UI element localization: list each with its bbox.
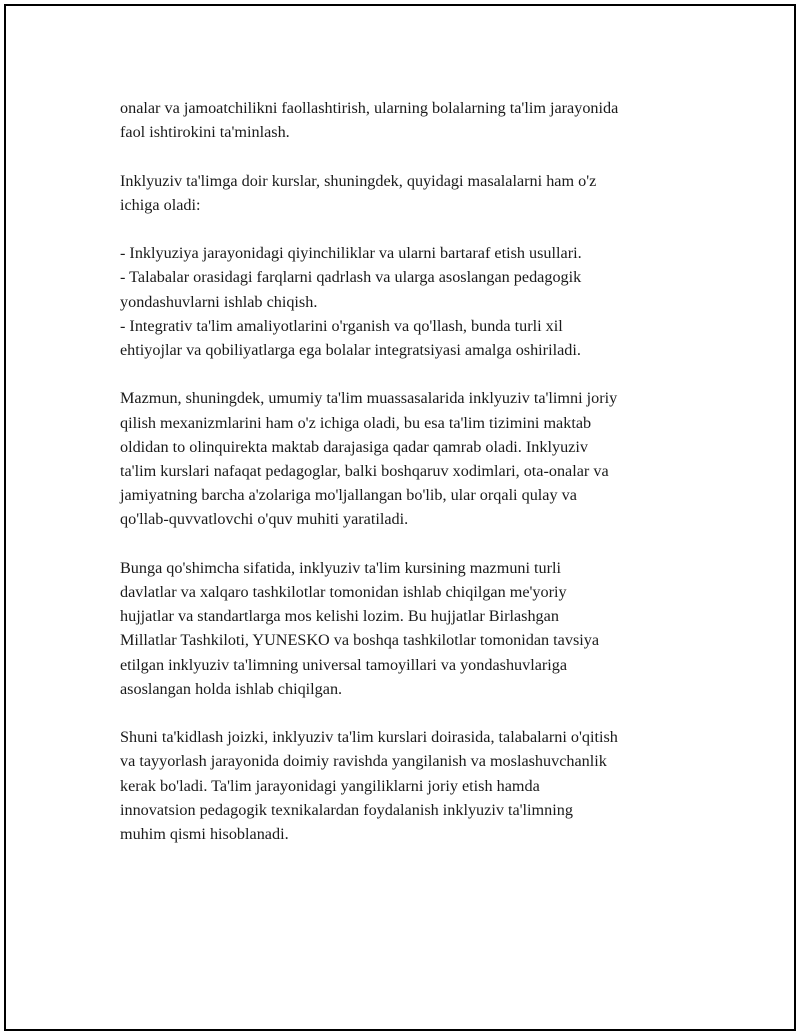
text-line: ta'lim kurslari nafaqat pedagoglar, balki boshqaruv xodimlari, ota-onalar va	[120, 462, 609, 480]
page-frame	[4, 4, 796, 1031]
text-line: qo'llab-quvvatlovchi o'quv muhiti yaratiladi.	[120, 510, 409, 529]
text-line: jamiyatning barcha a'zolariga mo'ljallangan bo'lib, ular orqali qulay va	[120, 486, 577, 505]
list-item: - Integrativ ta'lim amaliyotlarini o'rganish va qo'llash, bunda turli xil	[120, 316, 563, 335]
text-line: ichiga oladi:	[120, 195, 201, 214]
text-line: etilgan inklyuziv ta'limning universal tamoyillari va yondashuvlariga	[120, 655, 568, 674]
text-line: va tayyorlash jarayonida doimiy ravishda yangilanish va moslashuvchanlik	[120, 752, 607, 771]
text-line: Shuni ta'kidlash joizki, inklyuziv ta'lim kurslari doirasida, talabalarni o'qitish	[120, 728, 618, 747]
text-line: asoslangan holda ishlab chiqilgan.	[120, 679, 343, 698]
paragraph	[120, 556, 700, 701]
text-line: faol ishtirokini ta'minlash.	[120, 123, 290, 142]
text-line: davlatlar va xalqaro tashkilotlar tomonidan ishlab chiqilgan me'yoriy	[120, 583, 567, 601]
paragraph	[120, 96, 700, 144]
paragraph	[120, 169, 700, 217]
text-line: hujjatlar va standartlarga mos kelishi lozim. Bu hujjatlar Birlashgan	[120, 607, 559, 626]
text-line: Inklyuziv ta'limga doir kurslar, shuningdek, quyidagi masalalarni ham o'z	[120, 171, 597, 190]
list-item: - Inklyuziya jarayonidagi qiyinchiliklar va ularni bartaraf etish usullari.	[120, 244, 582, 263]
list-item: - Talabalar orasidagi farqlarni qadrlash va ularga asoslangan pedagogik	[120, 268, 582, 287]
text-line: Millatlar Tashkiloti, YUNESKO va boshqa tashkilotlar tomonidan tavsiya	[120, 631, 600, 650]
text-line: kerak bo'ladi. Ta'lim jarayonidagi yangiliklarni joriy etish hamda	[120, 776, 540, 795]
paragraph	[120, 725, 700, 846]
text-line: ehtiyojlar va qobiliyatlarga ega bolalar integratsiyasi amalga oshiriladi.	[120, 341, 581, 359]
document-body	[120, 96, 700, 870]
bullet-list-paragraph	[120, 241, 700, 362]
text-line: qilish mexanizmlarini ham o'z ichiga oladi, bu esa ta'lim tizimini maktab	[120, 413, 592, 432]
text-line: Mazmun, shuningdek, umumiy ta'lim muassasalarida inklyuziv ta'limni joriy	[120, 389, 618, 408]
text-line: onalar va jamoatchilikni faollashtirish, ularning bolalarning ta'lim jarayonida	[120, 99, 619, 117]
text-line: muhim qismi hisoblanadi.	[120, 825, 289, 844]
paragraph	[120, 386, 700, 531]
text-line: innovatsion pedagogik texnikalardan foydalanish inklyuziv ta'limning	[120, 800, 573, 819]
text-line: oldidan to olinquirekta maktab darajasiga qadar qamrab oladi. Inklyuziv	[120, 437, 588, 456]
text-line: Bunga qo'shimcha sifatida, inklyuziv ta'lim kursining mazmuni turli	[120, 558, 562, 577]
text-line: yondashuvlarni ishlab chiqish.	[120, 292, 318, 311]
